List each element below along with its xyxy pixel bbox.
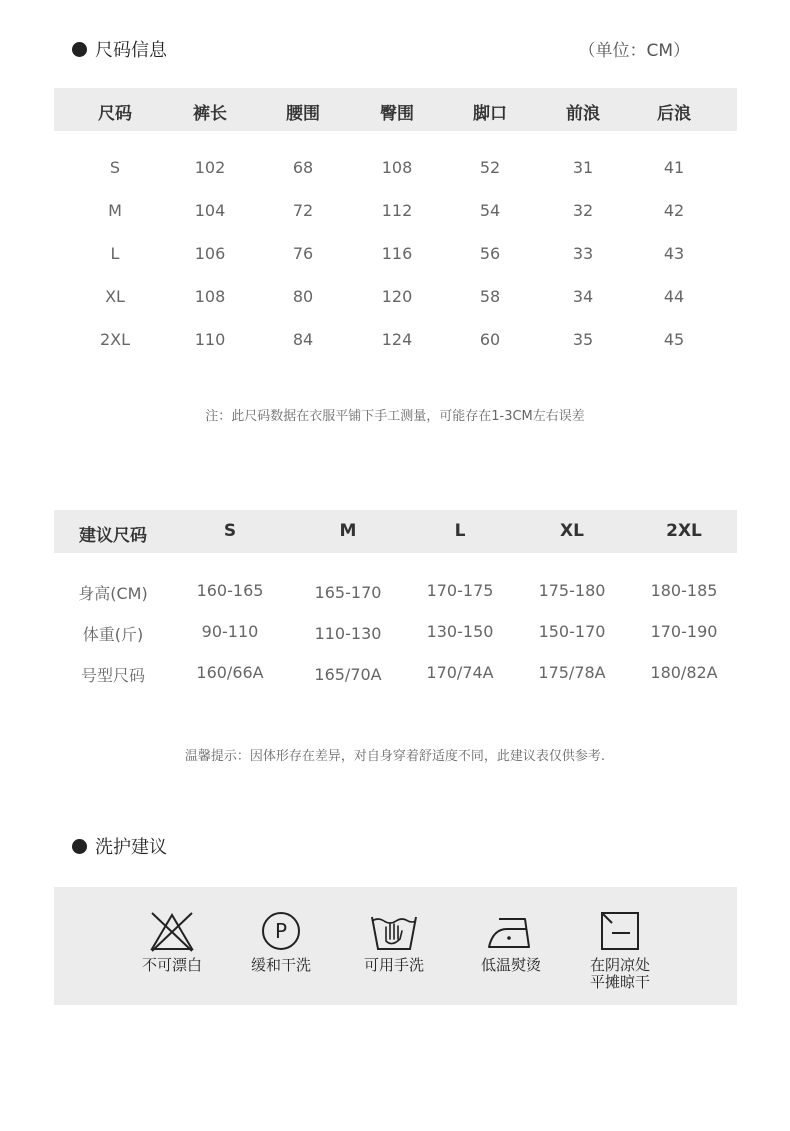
- table-cell: 号型尺码: [80, 666, 146, 685]
- table-cell: 体重(斤): [82, 625, 144, 644]
- table-cell: 165/70A: [314, 665, 382, 684]
- table-cell: 112: [381, 201, 413, 220]
- table-cell: 116: [381, 244, 413, 263]
- size-table-header: [54, 88, 737, 131]
- table-cell: S: [109, 158, 121, 177]
- table-cell: 34: [572, 287, 594, 306]
- table-cell: 104: [194, 201, 226, 220]
- suggestion-table-header: [54, 510, 737, 553]
- table-cell: 110-130: [314, 624, 382, 643]
- table-cell: 108: [381, 158, 413, 177]
- care-item-dry-clean: [226, 909, 336, 974]
- table-row: [54, 581, 737, 603]
- table-row: [54, 663, 737, 685]
- table-cell: 41: [663, 158, 685, 177]
- hand-wash-icon: [368, 909, 420, 953]
- suggestion-header-cell: XL: [560, 521, 584, 541]
- table-row: [54, 287, 737, 309]
- table-cell: 170-190: [650, 622, 718, 641]
- dry-clean-icon: [255, 909, 307, 953]
- table-cell: 108: [194, 287, 226, 306]
- table-row: [54, 622, 737, 644]
- care-item-low-iron: [456, 909, 566, 974]
- size-header-cell: 臀围: [380, 104, 414, 124]
- table-cell: 180/82A: [650, 663, 718, 682]
- size-header-cell: 裤长: [193, 104, 227, 124]
- size-header-cell: 后浪: [657, 104, 691, 124]
- size-note: 注：此尺码数据在衣服平铺下手工测量，可能存在1-3CM左右误差: [205, 409, 585, 424]
- care-item-hand-wash: [339, 909, 449, 974]
- care-item-flat-dry-shade: [565, 909, 675, 991]
- table-cell: 175-180: [538, 581, 606, 600]
- unit-label: （单位：CM）: [578, 41, 690, 61]
- table-row: [54, 330, 737, 352]
- table-row: [54, 158, 737, 180]
- table-cell: 45: [663, 330, 685, 349]
- table-cell: 165-170: [314, 583, 382, 602]
- table-cell: 130-150: [426, 622, 494, 641]
- suggestion-header-cell: L: [454, 521, 466, 541]
- table-cell: 84: [292, 330, 314, 349]
- table-cell: 33: [572, 244, 594, 263]
- table-cell: 58: [479, 287, 501, 306]
- suggestion-header-cell: 建议尺码: [79, 526, 147, 546]
- table-row: [54, 201, 737, 223]
- size-header-cell: 脚口: [473, 104, 507, 124]
- flat-dry-shade-icon: [594, 909, 646, 953]
- table-cell: 160-165: [196, 581, 264, 600]
- table-cell: 52: [479, 158, 501, 177]
- bullet-icon: [72, 42, 87, 57]
- size-table-body: [54, 158, 737, 358]
- care-label: 缓和干洗: [250, 956, 311, 974]
- table-cell: 68: [292, 158, 314, 177]
- size-info-title-text: 尺码信息: [95, 40, 167, 61]
- suggestion-header-cell: S: [223, 521, 237, 541]
- care-label: 在阴凉处 平摊晾干: [589, 956, 650, 991]
- table-cell: 35: [572, 330, 594, 349]
- table-cell: 56: [479, 244, 501, 263]
- size-info-title: [72, 36, 167, 62]
- table-cell: 90-110: [201, 622, 259, 641]
- suggestion-header-cell: M: [339, 521, 357, 541]
- care-label: 低温熨烫: [480, 956, 541, 974]
- table-cell: 44: [663, 287, 685, 306]
- table-cell: 110: [194, 330, 226, 349]
- table-cell: 124: [381, 330, 413, 349]
- table-cell: L: [110, 244, 120, 263]
- svg-text:P: P: [274, 919, 288, 943]
- suggestion-table-body: [54, 581, 737, 691]
- table-cell: 31: [572, 158, 594, 177]
- table-cell: 80: [292, 287, 314, 306]
- table-cell: 60: [479, 330, 501, 349]
- table-cell: 54: [479, 201, 501, 220]
- care-title: [72, 833, 167, 859]
- table-cell: 42: [663, 201, 685, 220]
- table-cell: 72: [292, 201, 314, 220]
- table-cell: XL: [105, 287, 125, 306]
- table-cell: 32: [572, 201, 594, 220]
- table-cell: 2XL: [99, 330, 131, 349]
- care-label: 不可漂白: [141, 956, 202, 974]
- suggestion-header-cell: 2XL: [666, 521, 702, 541]
- table-cell: 76: [292, 244, 314, 263]
- bullet-icon: [72, 839, 87, 854]
- care-item-no-bleach: [117, 909, 227, 974]
- low-iron-icon: [485, 909, 537, 953]
- table-cell: 106: [194, 244, 226, 263]
- size-header-cell: 腰围: [286, 104, 320, 124]
- table-cell: 身高(CM): [78, 584, 148, 603]
- table-cell: 102: [194, 158, 226, 177]
- table-cell: 120: [381, 287, 413, 306]
- no-bleach-icon: [146, 909, 198, 953]
- size-header-cell: 尺码: [98, 104, 132, 124]
- table-row: [54, 244, 737, 266]
- care-bar: [54, 887, 737, 1005]
- suggestion-note: 温馨提示：因体形存在差异，对自身穿着舒适度不同，此建议表仅供参考.: [184, 749, 606, 764]
- table-cell: 150-170: [538, 622, 606, 641]
- table-cell: 160/66A: [196, 663, 264, 682]
- table-cell: 180-185: [650, 581, 718, 600]
- table-cell: M: [108, 201, 122, 220]
- table-cell: 170-175: [426, 581, 494, 600]
- table-cell: 175/78A: [538, 663, 606, 682]
- size-header-cell: 前浪: [566, 104, 600, 124]
- care-title-text: 洗护建议: [95, 837, 167, 858]
- table-cell: 170/74A: [426, 663, 494, 682]
- table-cell: 43: [663, 244, 685, 263]
- care-label: 可用手洗: [363, 956, 424, 974]
